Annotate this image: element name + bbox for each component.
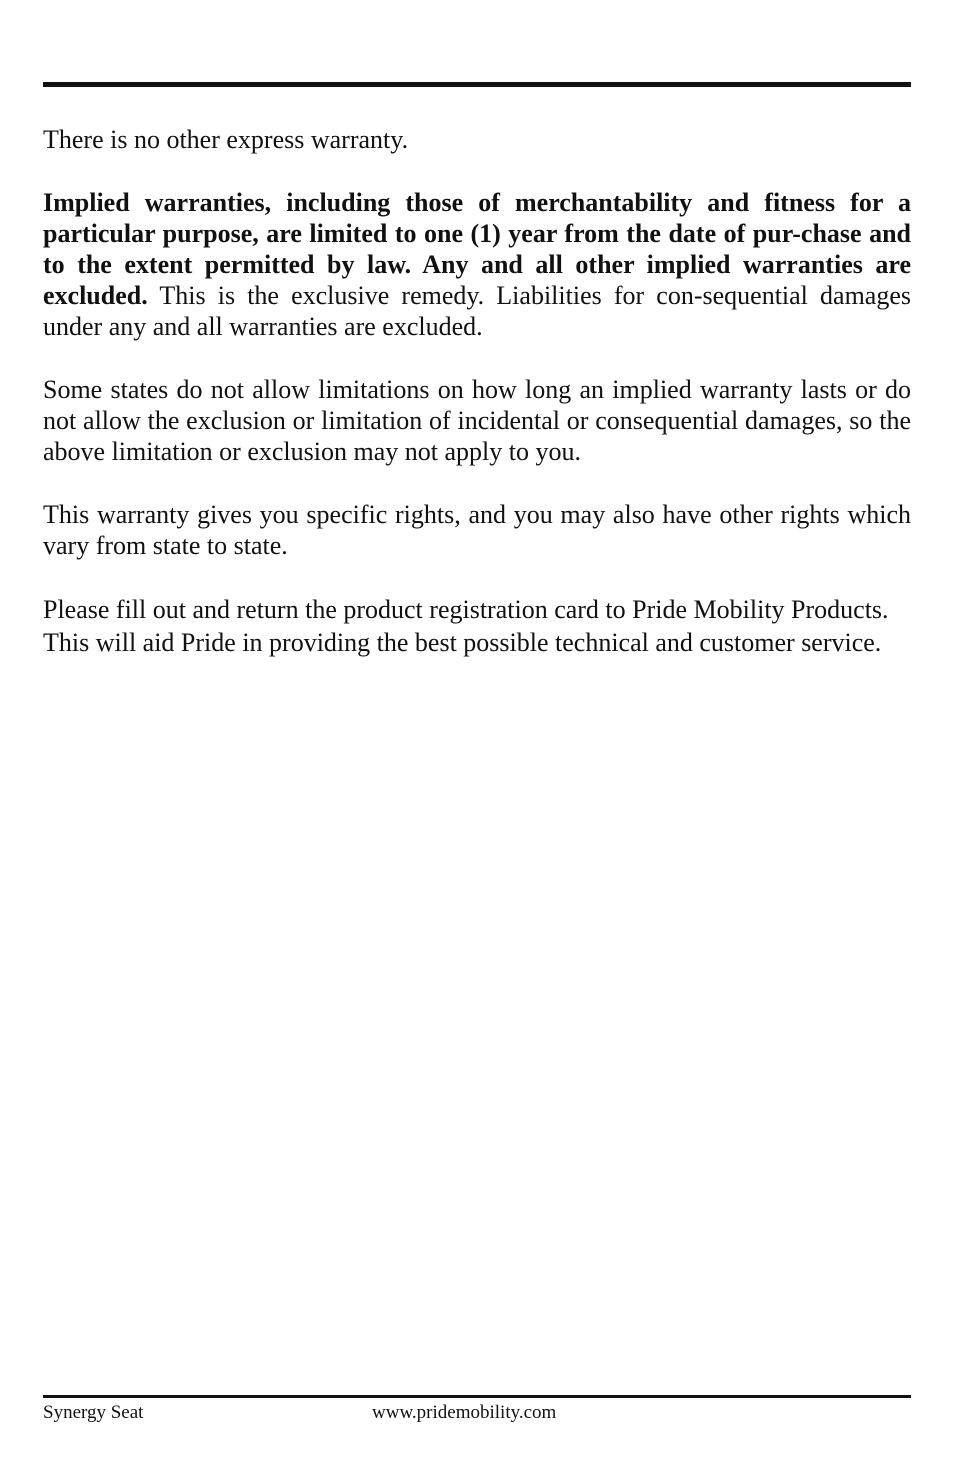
paragraph-registration: Please fill out and return the product registration card to Pride Mobility Products. This will aid Pride in providing the best possible technical and customer service. — [43, 595, 889, 657]
paragraph-specific-rights: This warranty gives you specific rights, and you may also have other rights which vary from state to state. — [43, 500, 911, 560]
footer-website: www.pridemobility.com — [372, 1402, 557, 1423]
footer-product-name: Synergy Seat — [43, 1402, 144, 1423]
warranty-text — [43, 124, 911, 691]
implied-warranties-rest: This is the exclusive remedy. Liabilities for con-sequential damages under any and all warranties are excluded. — [43, 281, 911, 341]
paragraph-express-warranty: There is no other express warranty. — [43, 125, 409, 154]
footer-rule — [43, 1395, 911, 1398]
paragraph-implied-warranties — [43, 187, 911, 342]
paragraph-state-limitations: Some states do not allow limitations on how long an implied warranty lasts or do not allow the exclusion or limitation of incidental or consequential damages, so the above limitation or exclusion may not apply to you. — [43, 375, 911, 466]
implied-warranties-bold: Implied warranties, including those of merchantability and fitness for a particular purpose, are limited to one (1) year from the date of pur-chase and to the extent permitted by law. Any and all other implied warranties are excluded. — [43, 188, 911, 310]
top-rule — [43, 82, 911, 87]
